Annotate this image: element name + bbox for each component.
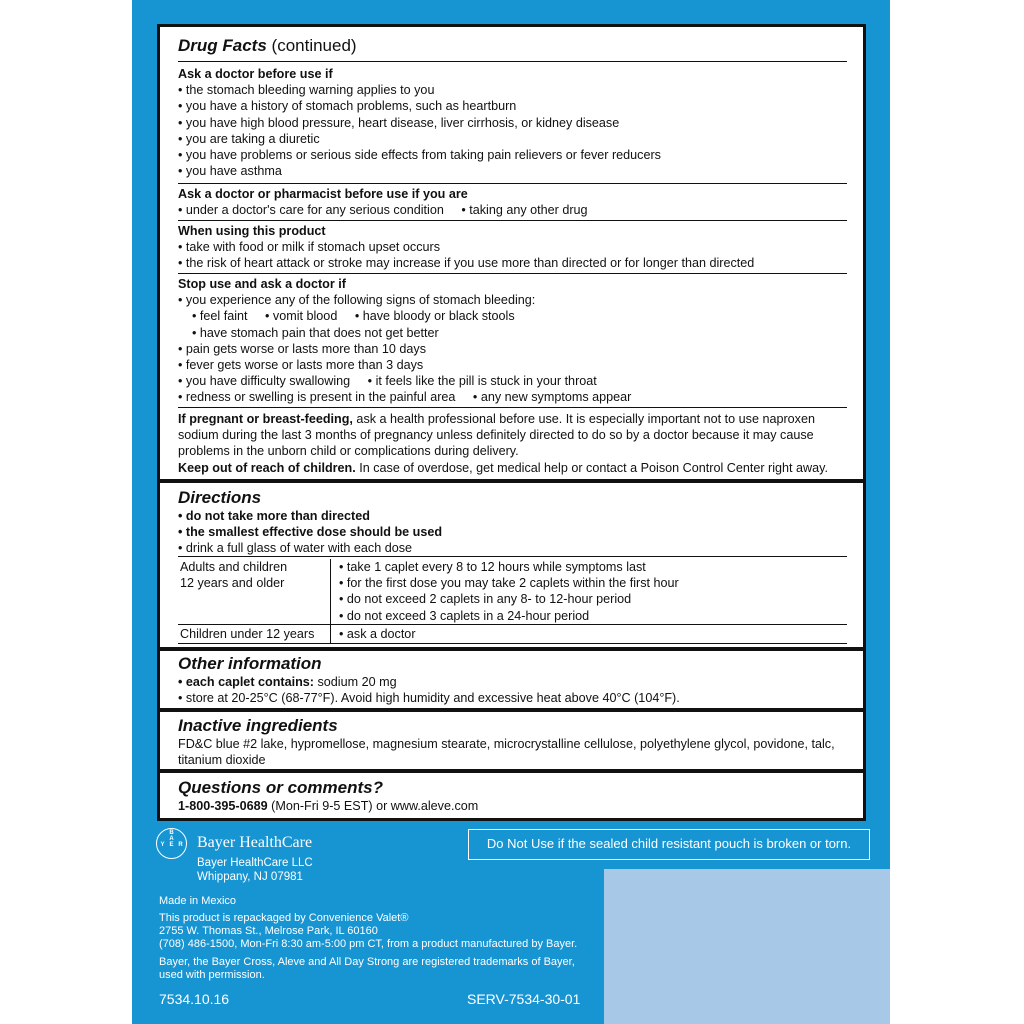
continued-label: (continued): [271, 36, 357, 55]
logo-letter: Y: [160, 841, 165, 848]
age-label: Children under 12 years: [180, 627, 315, 641]
list-item: • you have difficulty swallowing • it feels like the pill is stuck in your throat: [178, 374, 597, 389]
logo-letter: R: [178, 841, 183, 848]
list-item: • take with food or milk if stomach upset occurs: [178, 240, 440, 255]
list-item: • you experience any of the following signs of stomach bleeding:: [178, 293, 536, 308]
list-item: • you have problems or serious side effects from taking pain relievers or fever reducers: [178, 148, 661, 163]
when-using-section: [178, 223, 847, 272]
list-item: • ask a doctor: [330, 625, 847, 643]
list-item: • for the first dose you may take 2 caplets within the first hour: [339, 576, 679, 591]
inactive-title: Inactive ingredients: [178, 716, 338, 735]
section-divider: [160, 479, 863, 483]
divider: [178, 183, 847, 184]
questions-section: [178, 778, 847, 814]
list-item: • have stomach pain that does not get better: [192, 325, 439, 340]
list-item: • pain gets worse or lasts more than 10 days: [178, 341, 427, 356]
list-item: • fever gets worse or lasts more than 3 days: [178, 358, 424, 373]
other-info-section: [178, 654, 847, 706]
logo-letter: A: [169, 836, 174, 842]
questions-title: Questions or comments?: [178, 778, 383, 797]
stop-use-heading: Stop use and ask a doctor if: [178, 277, 346, 291]
trademark-note: Bayer, the Bayer Cross, Aleve and All Day Strong are registered trademarks of Bayer,: [159, 956, 575, 968]
age-label: 12 years and older: [180, 576, 285, 591]
repack-note: This product is repackaged by Convenience Valet®: [159, 912, 409, 924]
section-divider: [160, 769, 863, 773]
pouch-warning: Do Not Use if the sealed child resistant pouch is broken or torn.: [468, 829, 870, 860]
list-item: • redness or swelling is present in the painful area • any new symptoms appear: [178, 390, 632, 405]
divider: [178, 220, 847, 221]
caplet-bold: • each caplet contains:: [178, 675, 314, 689]
divider: [178, 61, 847, 62]
list-item: • do not exceed 2 caplets in any 8- to 12-hour period: [339, 592, 632, 607]
drug-facts-title: Drug Facts: [178, 36, 267, 55]
drug-facts-header: [178, 36, 847, 56]
divider: [178, 556, 847, 557]
ask-pharmacist-section: [178, 186, 847, 218]
age-label: Adults and children: [180, 560, 288, 574]
ask-doctor-section: [178, 66, 847, 179]
product-code: 7534.10.16: [159, 991, 230, 1007]
bayer-cross-logo: [156, 828, 187, 859]
ingredients-text: titanium dioxide: [178, 753, 266, 768]
section-divider: [160, 647, 863, 651]
blank-label-area: [604, 869, 890, 1024]
list-item: • do not exceed 3 caplets in a 24-hour period: [339, 608, 590, 623]
repack-address: 2755 W. Thomas St., Melrose Park, IL 60160: [159, 925, 378, 937]
pregnancy-section: [178, 411, 847, 476]
list-item: • do not take more than directed: [178, 509, 370, 523]
other-info-title: Other information: [178, 654, 322, 673]
company-address: Whippany, NJ 07981: [197, 871, 303, 883]
serial-code: SERV-7534-30-01: [467, 991, 581, 1007]
list-item: • feel faint • vomit blood • have bloody or black stools: [192, 309, 515, 324]
list-item: • you have a history of stomach problems, such as heartburn: [178, 99, 517, 114]
pregnancy-text: ask a health professional before use. It is especially important not to use naproxen: [352, 412, 815, 426]
caplet-text: sodium 20 mg: [314, 675, 397, 689]
phone-number: 1-800-395-0689: [178, 799, 268, 813]
list-item: • the smallest effective dose should be used: [178, 525, 443, 540]
repack-phone: (708) 486-1500, Mon-Fri 8:30 am-5:00 pm CT, from a product manufactured by Bayer.: [159, 938, 578, 950]
ask-doctor-heading: Ask a doctor before use if: [178, 67, 333, 81]
list-item: • store at 20-25°C (68-77°F). Avoid high humidity and excessive heat above 40°C (104°F).: [178, 691, 680, 706]
table-cell-age: [180, 559, 328, 591]
list-item: • under a doctor's care for any serious condition • taking any other drug: [178, 203, 588, 218]
brand-name: Bayer HealthCare: [197, 834, 313, 851]
list-item: • take 1 caplet every 8 to 12 hours while symptoms last: [339, 560, 646, 574]
when-using-heading: When using this product: [178, 224, 326, 238]
made-in-label: Made in Mexico: [159, 895, 237, 907]
directions-section: [178, 488, 847, 557]
logo-letter: B: [169, 830, 174, 836]
list-item: • the stomach bleeding warning applies to you: [178, 83, 435, 98]
list-item: • you have asthma: [178, 164, 282, 179]
table-row: [178, 559, 847, 625]
company-name: Bayer HealthCare LLC: [197, 857, 313, 869]
list-item: • drink a full glass of water with each dose: [178, 541, 413, 556]
divider: [178, 407, 847, 408]
contact-text: (Mon-Fri 9-5 EST) or www.aleve.com: [267, 799, 479, 813]
ingredients-text: FD&C blue #2 lake, hypromellose, magnesium stearate, microcrystalline cellulose, polyethylene glycol, povidone, talc,: [178, 737, 835, 751]
stop-use-section: [178, 276, 847, 406]
directions-title: Directions: [178, 488, 262, 507]
dosage-table: [178, 559, 847, 644]
logo-letter: E: [169, 841, 174, 848]
keep-out-bold: Keep out of reach of children.: [178, 460, 356, 475]
table-row: [178, 625, 847, 644]
divider: [178, 273, 847, 274]
pregnancy-text: sodium during the last 3 months of pregnancy unless definitely directed to do so by a doctor because it may cause: [178, 428, 814, 443]
pregnancy-text: problems in the unborn child or complications during delivery.: [178, 444, 519, 459]
keep-out-text: In case of overdose, get medical help or contact a Poison Control Center right away.: [355, 460, 829, 475]
drug-facts-box: [157, 24, 866, 821]
inactive-section: [178, 716, 847, 768]
list-item: • the risk of heart attack or stroke may increase if you use more than directed or for longer than directed: [178, 256, 755, 271]
section-divider: [160, 708, 863, 712]
list-item: • you are taking a diuretic: [178, 131, 320, 146]
table-cell-dose: [330, 559, 847, 624]
pregnancy-bold: If pregnant or breast-feeding,: [178, 412, 353, 426]
list-item: • you have high blood pressure, heart disease, liver cirrhosis, or kidney disease: [178, 115, 620, 130]
ask-pharmacist-heading: Ask a doctor or pharmacist before use if you are: [178, 187, 468, 201]
trademark-note: used with permission.: [159, 969, 265, 981]
